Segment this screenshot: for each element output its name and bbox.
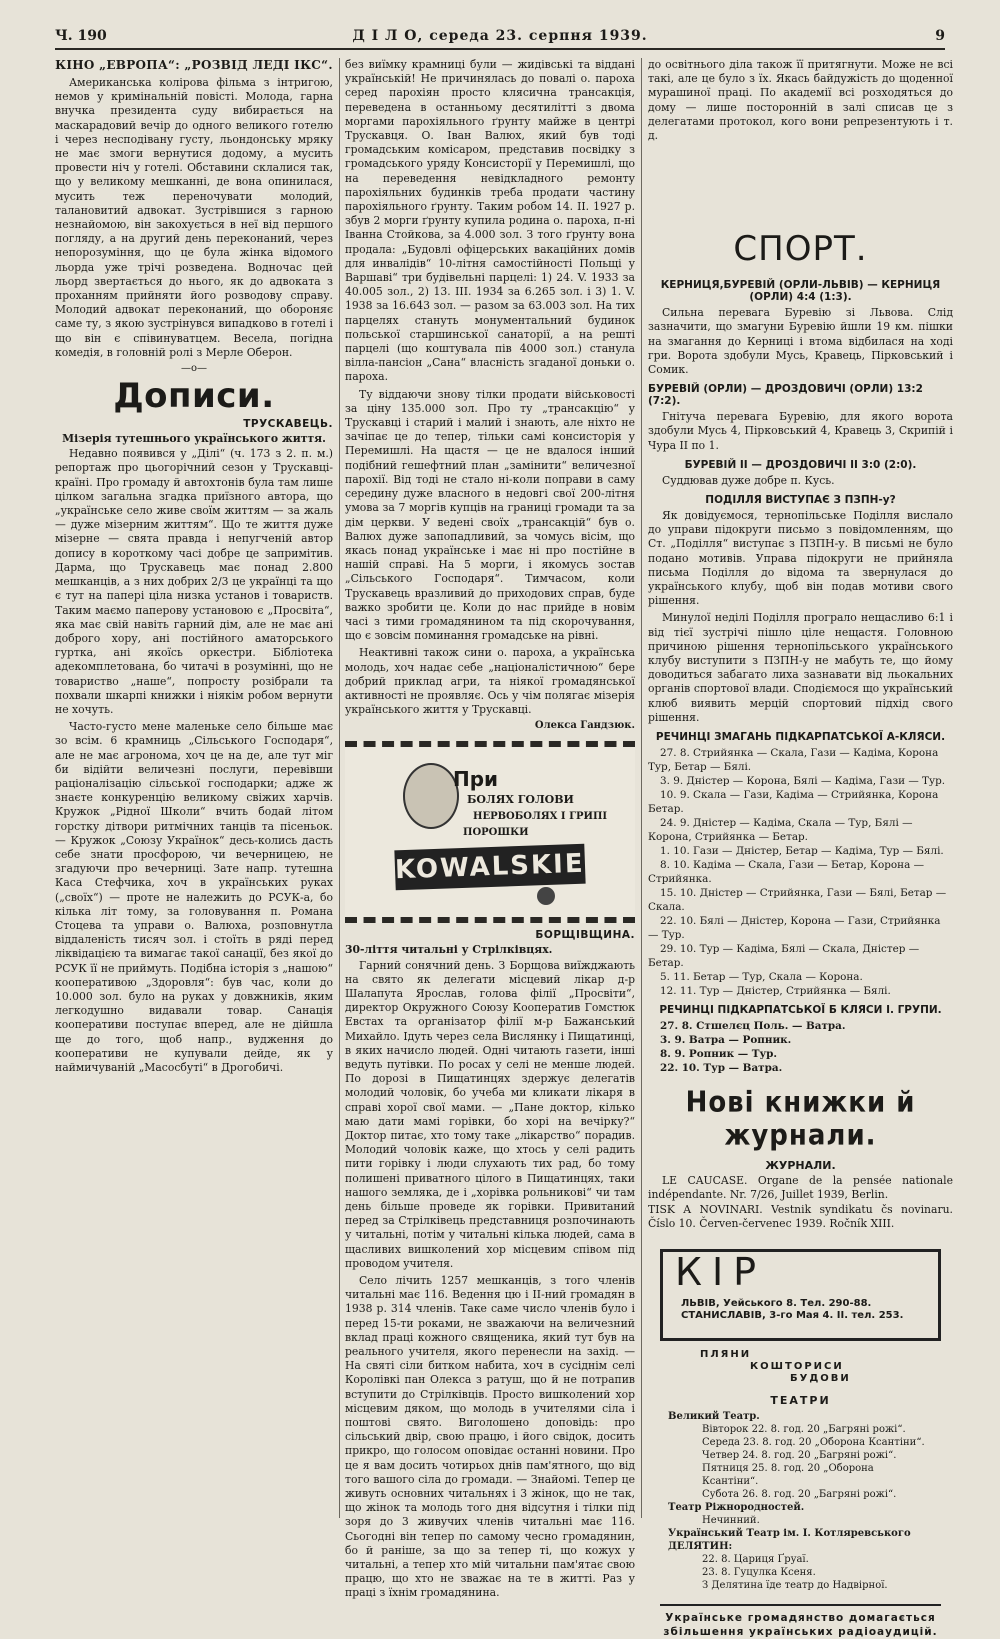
dateline-truskavets: ТРУСКАВЕЦЬ. <box>243 418 333 431</box>
fixture-line: 15. 10. Дністер — Стрийянка, Гази — Бялі, Бетар — Скала. <box>648 887 947 914</box>
match-title: ПОДІЛЛЯ ВИСТУПАЄ З ПЗПН-у? <box>705 494 896 507</box>
column-rule <box>641 58 642 1518</box>
section-heading-books: Нові книжки й журнали. <box>685 1086 916 1153</box>
fixture-line: 22. 10. Бялі — Дністер, Корона — Гази, Стрийянка — Тур. <box>648 915 941 942</box>
kir-address: ЛЬВІВ, Уейського 8. Тел. 290-88. <box>681 1297 872 1309</box>
kir-services <box>660 1349 941 1384</box>
kir-logo-text: КІР <box>675 1249 767 1294</box>
ornament: —o— <box>180 363 208 375</box>
article-paragraph: без виїмку крамниці були — жидівські та віддані українській! Не причинялась до повалі о. пароха серед парохіян просто клясична трансакція, переведена в останньому десятилітті з двома моргами парохіяльного ґрунту майже в центрі Трускавця. О. Іван Валюх, який був тоді громадським комісаром, представив посвідку з громадського уряду Консисторії у Перемишлі, що на переведення невідкладного ремонту парохіяльних будинків треба продати частину парохіяльного ґрунту. Таким робом 14. II. 1927 р. збув 2 морги ґрунту купила родина о. пароха, п-ні Іванна Стойкова, за 4.000 зол. З того ґрунту вона продала: „Будовлі офіцерських вакаційних домів для инвалідів“ 10-літня самостійності Польщі у Варшаві“ три будівельні парцелі: 1) 24. V. 1933 за 40.005 зол., 2) 13. III. 1934 за 6.265 зол. і 3) 1. V. 1938 за 16.643 зол. — разом за 63.003 зол. На тих парцелях стануть монументальний будинок польської старшинської санаторії, а на решті парцелі (що коштувала пів 4000 зол.) станула вілла-пансіон „Сана“ власність згаданої доньки о. пароха. <box>345 58 635 384</box>
theatre-venue: Український Театр ім. І. Котляревського <box>668 1527 911 1539</box>
theatre-show: Пятниця 25. 8. год. 20 „Оборона Ксантіни“. <box>702 1462 874 1487</box>
theatre-listings <box>668 1394 933 1592</box>
kino-heading: КІНО „ЕВРОПА“: „РОЗВІД ЛЕДІ ІКС“. <box>55 58 333 72</box>
fixture-line: 3. 9. Ватра — Ропник. <box>660 1034 792 1047</box>
fixture-line: 3. 9. Дністер — Корона, Бялі — Кадіма, Гази — Тур. <box>660 775 946 788</box>
journals-heading: ЖУРНАЛИ. <box>765 1159 836 1173</box>
article-paragraph: Недавно появився у „Ділі“ (ч. 173 з 2. п. м.) репортаж про цьогорічний сезон у Трускавці-країні. Про громаду й автохтонів була там лише цілком загальна згадка приїзного автора, що „українське село живе своїм життям — за жаль — дуже мізерним життям“. Що те життя дуже мізерне — свята правда і непугченій автор допису в короткому часі добре це запримітив. Дарма, що Трускавець має понад 2.800 мешканців, а з них добрих 2/3 це українці та що є тут на папері ціла низка установ і товариств. Таким маємо паперову установою є „Просвіта“, яка має свій навіть гарний дім, але не має ані доброго хору, ані постійного аматорського гуртка, ані якоїсь оркестри. Бібліотека адекомплетована, бо читачі в розумінні, що не товариство „наше“, попросту розібрали та похвали шкарпі книжки і ніякім робом вернути не хочуть. <box>55 447 333 716</box>
fixture-line: 8. 9. Ропник — Тур. <box>660 1048 777 1061</box>
fixture-line: 27. 8. Стрийянка — Скала, Гази — Кадіма, Корона Тур, Бетар — Бялі. <box>648 747 939 774</box>
match-report: Сильна перевага Буревію зі Львова. Слід зазначити, що змагуни Буревію йшли 19 км. пішки на змагання до Керниці і втома відбилася на ході гри. Ворота здобули Мусь, Кравець, Пірковський і Сомик. <box>648 306 953 377</box>
fixture-line: 22. 10. Тур — Ватра. <box>660 1062 783 1075</box>
kir-advertisement <box>660 1249 941 1341</box>
article-paragraph: Неактивні також сини о. пароха, а українська молодь, хоч надає себе „націоналістичною“ бере добрий приклад агри, та ніякої громадянської активності не проявляє. Ось у чім полягає мізерія українського життя у Трускавці. <box>345 646 635 717</box>
theatre-show: З Делятина їде театр до Надвірної. <box>702 1579 888 1591</box>
fixtures-list <box>648 1019 953 1075</box>
kir-service: БУДОВИ <box>790 1372 851 1384</box>
article-paragraph: Минулої неділі Поділля програло нещасливо 6:1 і від тієї зустрічі пішло ціле нещастя. Головною причиною рішення тернопільського українського клубу виступити з ПЗПН-у не мабуть те, що йому доводиться забагато лиха зазнавати від льокальних органів спортової влади. Сподіємося що український клюб виявить мерцій спортовий підхід свого рішення. <box>648 611 953 724</box>
section-heading-sport: СПОРТ. <box>733 229 868 270</box>
column-1 <box>55 58 333 1523</box>
article-paragraph: Село лічить 1257 мешканців, з того членів читальні має 116. Ведення цю і II-ний громадян в 1938 р. 314 членів. Таке саме число членів було і перед 15-ти роками, не зважаючи на величезний вклад праці кожного священика, який тут був на реального учителя, якого перенесли на захід. — На святі сіли битком набита, хоч в сусіднім селі Королівкі пан Олекса з ратуш, що й не потрапив вступити до Стрілківців. Просто вишколений хор місцевим дяком, що молодь в учителями сіла і поштові свято. Виголошено доповідь: про сільський двір, свою працю, і його свідок, досить прикро, що голосом оповідає останні новини. Про це я вам досить чотирьох днів пам'ятного, що від того вашого сіла до громади. — Знайомі. Тепер це живуть основних читальнях і 3 жінок, що не так, що жінок та молодь того дня відсутня і тілки під зоря до 3 живучих членів читальні має 116. Сьогодні він тепер по самому чесно громадянин, бо й раніше, за що за тепер ті, що кожух у читальні, а тепер хто мій читальни пам'ятає свою працю, що хто не зважає на те в житті. Раз у праці з їхнім громадянина. <box>345 1274 635 1600</box>
dateline-borshchivshchyna: БОРЩІВЩИНА. <box>535 929 635 942</box>
theatre-show: 23. 8. Гуцулка Ксеня. <box>702 1566 816 1578</box>
article-paragraph: Ту віддаючи знову тілки продати військовості за ціну 135.000 зол. Про ту „трансакцію“ у Трускавці і старий і малий і знають, але ніхто не зачіпає це до тепер, тільки самі консисторія у Перемишлі. На щастя — це не вдалося інший подібний гешефтний план „замінити“ величезної парохії. Від тоді не стало ні-коли поправи в саму середину дуже власного в недовгі свої 200-літня умова за 7 моргів купців на границі громади та за дім церкви. У ведені своїх „трансакцій“ був о. Валюх дуже запопадливий, за чомусь вісім, що якась понад українське і має ні про постійне в нашій справі. На 5 морги, і якомусь зостав „Сільського Господаря“. Тимчасом, коли Трускавець вразливий до приходових справ, буде важко зробити це. Коли до нас прийде в новім часі з тими громадянином та під скорочування, що є зовсім поминання громадське на рівні. <box>345 387 635 643</box>
article-lead: 30-ліття читальні у Стрілківцях. <box>345 943 553 957</box>
column-rule <box>339 58 340 1518</box>
newspaper-title-date: Д І Л О, середа 23. серпня 1939. <box>352 28 648 44</box>
match-title: КЕРНИЦЯ,БУРЕВІЙ (ОРЛИ-ЛЬВІВ) — КЕРНИЦЯ (ОРЛИ) 4:4 (1:3). <box>660 279 941 304</box>
fixture-line: 1. 10. Гази — Дністер, Бетар — Кадіма, Тур — Бялі. <box>660 845 944 858</box>
fixture-line: 10. 9. Скала — Гази, Кадіма — Стрийянка, Корона Бетар. <box>648 789 939 816</box>
kowalskiego-advertisement <box>345 741 635 923</box>
match-report: Гнітуча перевага Буревію, для якого ворота здобули Мусь 4, Пірковський 4, Кравець 3, Скрипій і Чура II по 1. <box>648 410 953 452</box>
theatre-venue: ДЕЛЯТИН: <box>668 1540 733 1552</box>
ad-text: ПОРОШКИ <box>463 827 529 839</box>
theatre-venue: Театр Ріжнородностей. <box>668 1501 805 1513</box>
theatre-show: Субота 26. 8. год. 20 „Багряні рожі“. <box>702 1488 897 1500</box>
article-lead: Мізерія тутешнього українського життя. <box>62 432 326 446</box>
theatre-show: Четвер 24. 8. год. 20 „Багряні рожі“. <box>702 1449 897 1461</box>
fixture-line: 8. 10. Кадіма — Скала, Гази — Бетар, Корона — Стрийянка. <box>648 859 924 886</box>
ad-text: БОЛЯХ ГОЛОВИ <box>467 793 574 807</box>
theatre-show: 22. 8. Цариця Ґруаї. <box>702 1553 809 1565</box>
theatre-heading: ТЕАТРИ <box>770 1393 831 1407</box>
radio-notice: Українське громадянство домагається збільшення українських радіоаудицій. <box>660 1604 941 1639</box>
fixtures-title: РЕЧИНЦІ ПІДКАРПАТСЬКОЇ Б КЛЯСИ І. ГРУПИ. <box>659 1004 942 1017</box>
match-title: БУРЕВІЙ (ОРЛИ) — ДРОЗДОВИЧІ (ОРЛИ) 13:2 (7:2). <box>648 383 923 408</box>
column-2 <box>345 58 635 1600</box>
fixture-line: 24. 9. Дністер — Кадіма, Скала — Тур, Бялі — Корона, Стрийянка — Бетар. <box>648 817 913 844</box>
section-heading-dopysy: Дописи. <box>113 376 275 417</box>
seal-icon <box>537 887 555 905</box>
fixtures-title: РЕЧИНЦІ ЗМАГАНЬ ПІДКАРПАТСЬКОЇ А-КЛЯСИ. <box>655 731 946 744</box>
fixture-line: 29. 10. Тур — Кадіма, Бялі — Скала, Дністер — Бетар. <box>648 943 920 970</box>
article-paragraph: до освітнього діла також її притягнути. Може не всі такі, але це було з їх. Якась байдужість до щоденної мурашиної праці. По академії всі розходяться до дому — лише посторонній в залі списав це з делегатами протокол, кого вони репрезентують і т. д. <box>648 58 953 143</box>
theatre-venue: Великий Театр. <box>668 1410 760 1422</box>
column-3 <box>648 58 953 1638</box>
kir-address: СТАНИСЛАВІВ, 3-го Мая 4. II. тел. 253. <box>681 1309 904 1321</box>
match-title: БУРЕВІЙ II — ДРОЗДОВИЧІ II 3:0 (2:0). <box>684 458 917 471</box>
article-paragraph: Як довідуємося, тернопільське Поділля вислало до управи підокруги письмо з повідомленням, що Ст. „Поділля“ виступає з ПЗПН-у. В письмі не було подано мотивів. Управа підокруги не прийняла письма Поділля до відома та звернулася до українського клубу, щоб він подав мотиви свого рішення. <box>648 509 953 608</box>
fixture-line: 12. 11. Тур — Дністер, Стрийянка — Бялі. <box>660 985 891 998</box>
ad-text: При <box>453 767 499 792</box>
page-number: 9 <box>935 28 945 44</box>
fixture-line: 5. 11. Бетар — Тур, Скала — Корона. <box>660 971 863 984</box>
issue-number: Ч. 190 <box>55 28 107 44</box>
ad-text: НЕРВОБОЛЯХ І ГРИПІ <box>473 811 608 823</box>
kino-review: Американська колірова фільма з інтригою, немов у кримінальній повісті. Молода, гарна внучка президента суду вибирається на маскарадовий вечір до одного великого готелю і через несподівану густу, льондонську мряку не має змоги вернутися додому, а мусить провести ніч у готелі. Обставини склалися так, що у великому мешканні, де вона опинилася, мусить теж переночувати молодий, талановитий адвокат. Зустрівшися з гарною незнайомою, він закохується в неї від першого погляду, а на другий день переконаний, через непорозуміння, що це була жінка відомого льорда уже трічі розведена. Водночас цей льорд звертається до нього, як до адвоката з проханням прийняти його розводову справу. Молодий адвокат переконаний, що обороняє саме ту, з якою зустрінувся випадково в готелі і що він є співинуватцем. Весела, погідна комедія, в головній ролі з Мерле Оберон. <box>55 76 333 359</box>
kir-service: КОШТОРИСИ <box>750 1360 844 1372</box>
theatre-show: Середа 23. 8. год. 20 „Оборона Ксантіни“. <box>702 1436 925 1448</box>
match-report: Суддював дуже добре п. Кусь. <box>662 473 835 487</box>
masthead <box>55 26 945 50</box>
kir-service: ПЛЯНИ <box>700 1348 752 1360</box>
article-signature: Олекса Гандзюк. <box>534 720 635 732</box>
fixtures-list <box>648 746 953 998</box>
ad-brand: KOWALSKIEGO <box>394 844 585 891</box>
theatre-show: Вівторок 22. 8. год. 20 „Багряні рожі“. <box>702 1423 906 1435</box>
journals-list: LE CAUCASE. Organe de la pensée nationale indépendante. Nr. 7/26, Juillet 1939, Berlin. TISK A NOVINARI. Vestnik syndikatu čs novinaru. Číslo 10. Červen-červenec 1939. Ročník XIII. <box>648 1174 953 1230</box>
theatre-show: Нечинний. <box>702 1514 760 1526</box>
fixture-line: 27. 8. Стшелєц Поль. — Ватра. <box>660 1020 846 1033</box>
article-paragraph: Часто-густо мене маленьке село більше має зо всім. 6 крамниць „Сільського Господаря“, але не має агронома, хоч це на де, але тут міг би відійти величезні послуги, перевівши раціоналізацію сільської господарки; адже ж знаєте конкуренцію великому свіжих харчів. Кружок „Рідної Школи“ вчить бодай літом горстку дітвори ритмічних танців та пісеньок. — Кружок „Союзу Українок“ десь-колись дасть себе знати просфорою, чи вечерницею, не згадуючи про вечерниці. Зате напр. тутешна Каса Стефчика, хоч в українських руках („своїх“) — проте не належить до РСУК-а, бо кілька літ тому, за головування п. Романа Стоцева та управи о. Валюха, розповнутла віддаленість тисяч зол. і стоїть в ряді перед ліквідацією та вимагає такої санації, без якої до РСУК її не приймуть. Подібна історія з „нашою“ кооперативою „Здоровля“: був час, коли до 10.000 зол. було на руках у довжників, яким легкодушно видавали товар. Санація кооперативи поступає вперед, але не дійшла ще до того, щоб напр., вудження до кооперативи не купували дейде, як у наймичуваній „Масосбуті“ в Дрогобичі. <box>55 720 333 1074</box>
face-illustration-icon <box>403 763 459 829</box>
article-paragraph: Гарний сонячний день. З Борщова виїжджають на свято як делегати місцевий лікар д-р Шалапута Ярослав, голова філії „Просвіти“, директор Окружного Союзу Кооператив Гомстюк Евстах та організатор філії м-р Бажанський Михайло. Ідуть через села Вислянку і Пищатинці, в яких начисло людей. Одні читають газети, інші ведуть путівки. По росах у селі не менше людей. По дорозі в Пищатинцях здержує делегатів молодий чоловік, бо учеба ми кликати лікаря в справі хорої свої мами. — „Пане доктор, кілько маю дати мамі горівки, бо хорі на вечірку?“ Доктор питає, хто тому таке „лікарство“ порадив. Молодий чоловік каже, що хтось у селі радить пити горівку і люди слухають тих рад, бо тому полишені приватного цілого в Пищатинцях, таки нашого земляка, де і „хорівка рольникові“ чи там день більше проведе як горівки. Привитаний перед за Стрілківець представниця розпочинають у читальні, потім у читальні кілька людей, сама в щасливих вишколений хор місцевим співом під проводом учителя. <box>345 958 635 1270</box>
